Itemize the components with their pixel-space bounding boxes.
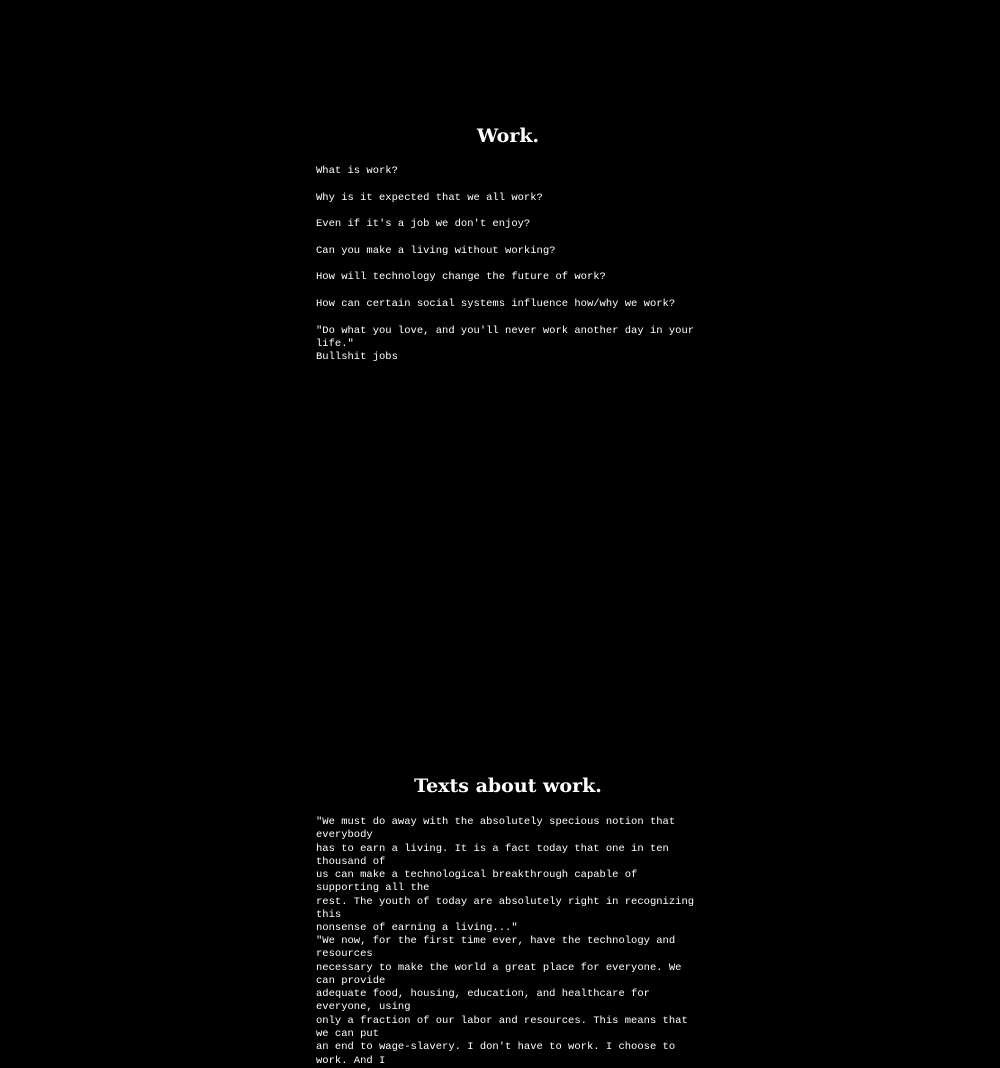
texts-section-title: Texts about work. [414, 775, 602, 797]
work-section-title: Work. [476, 125, 540, 147]
question-item: Even if it's a job we don't enjoy? [316, 218, 531, 231]
questions-list [316, 165, 700, 378]
question-item: How will technology change the future of work? [316, 271, 606, 284]
question-item: Can you make a living without working? [316, 244, 556, 257]
quote-block: "We must do away with the absolutely specious notion that everybody has to earn a living. It is a fact today that one in ten thousand of us can make a technological breakthrough capable of supporting all the rest. The youth of today are absolutely right in recognizing this nonsense of earning a living..." [316, 816, 695, 935]
question-item: "Do what you love, and you'll never work another day in your life." [316, 324, 701, 350]
question-item: What is work? [316, 165, 398, 177]
question-item: Why is it expected that we all work? [316, 191, 543, 204]
question-item: How can certain social systems influence how/why we work? [316, 297, 676, 310]
quote-block: "We now, for the first time ever, have the technology and resources necessary to make the world a great place for everyone. We can provide adequate food, housing, education, and healthcare for everyone, using only a fraction of our labor and resources. This means that we can put an end to wage-slavery. I don't have to work. I choose to work. And I [316, 935, 688, 1067]
question-item: Bullshit jobs [316, 351, 398, 364]
